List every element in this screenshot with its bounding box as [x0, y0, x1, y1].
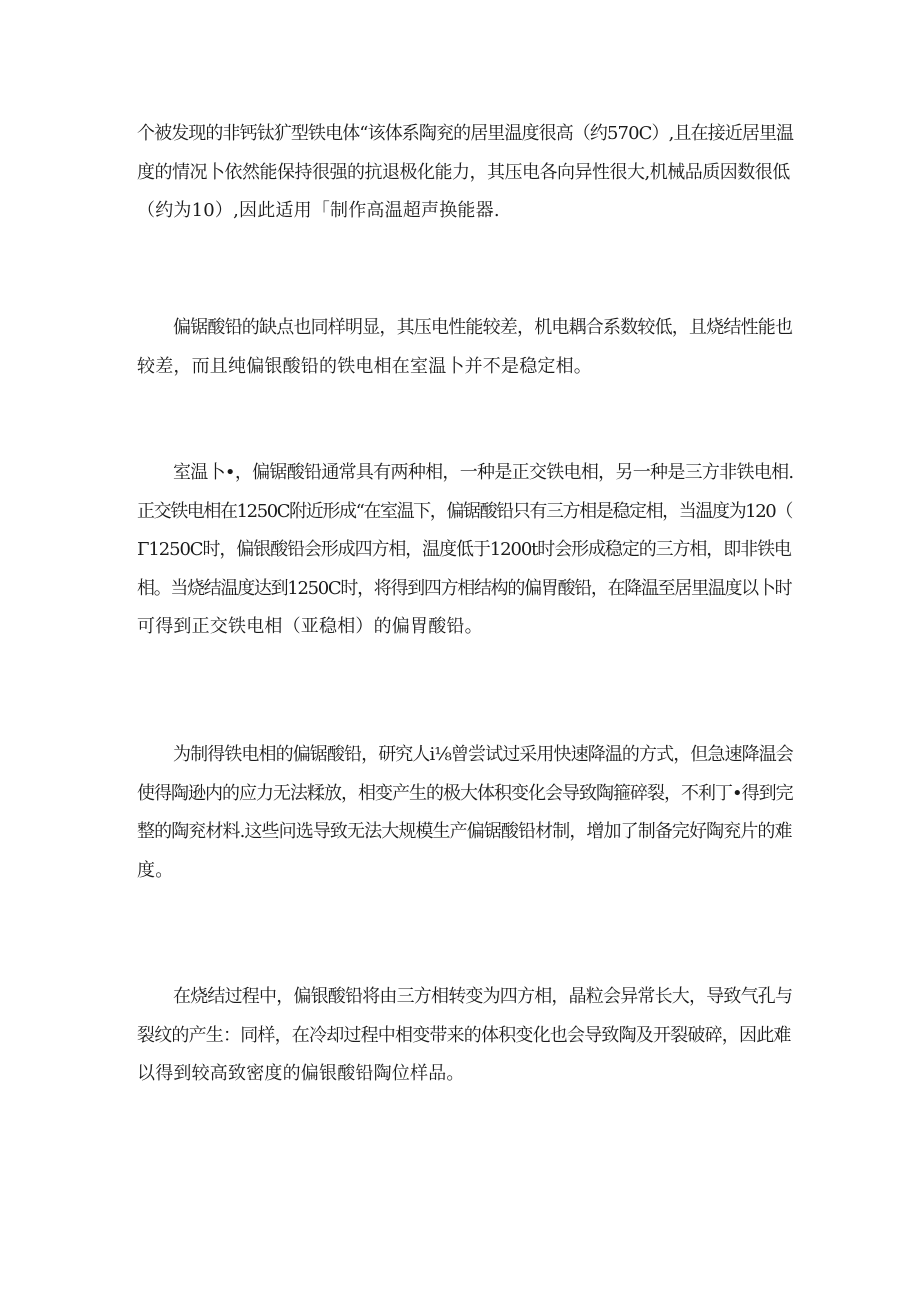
text-line: Γ1250C时，偏银酸铅会形成四方相，温度低于1200t时会形成稳定的三方相，即非铁电 — [137, 539, 791, 560]
paragraph-1 — [137, 115, 793, 231]
text-line: 整的陶兖材料.这些问选导致无法大规模生产偏锯酸铅材制，增加了制备完好陶兖片的难 — [137, 821, 792, 842]
text-line: 较差，而且纯偏银酸铅的铁电相在室温卜并不是稳定相。 — [137, 355, 592, 377]
text-line: 偏锯酸铅的缺点也同样明显，其压电性能较差，机电耦合系数较低，且烧结性能也 — [173, 317, 793, 338]
text-line: （约为10）,因此适用「制作高温超声换能器. — [137, 200, 500, 221]
text-line: 以得到较高致密度的偏银酸铅陶位样品。 — [137, 1063, 465, 1084]
paragraph-2 — [137, 309, 793, 386]
paragraph-5 — [137, 978, 793, 1094]
text-line: 度。 — [137, 859, 174, 881]
text-line: 个被发现的非钙钛犷型铁电体“该体系陶兖的居里温度很高（约570C）,且在接近居里温 — [137, 123, 794, 144]
text-line: 为制得铁电相的偏锯酸铅，研究人i⅛曾尝试过采用快速降温的方式，但急速降温会 — [173, 744, 793, 765]
paragraph-3 — [137, 454, 793, 647]
text-line: 室温卜•，偏锯酸铅通常具有两种相，一种是正交铁电相，另一种是三方非铁电相. — [173, 462, 794, 483]
text-line: 正交铁电相在1250C附近形成“在室温下，偏锯酸铅只有三方相是稳定相，当温度为120（ — [137, 500, 792, 522]
text-line: 裂纹的产生：同样，在冷却过程中相变带来的体积变化也会导致陶及开裂破碎，因此难 — [137, 1024, 791, 1046]
text-line: 可得到正交铁电相（亚稳相）的偏胃酸铅。 — [137, 616, 483, 637]
text-line: 度的情况卜依然能保持很强的抗退极化能力，其压电各向异性很大,机械品质因数很低 — [137, 161, 790, 183]
paragraph-4 — [137, 736, 793, 890]
text-line: 在烧结过程中，偏银酸铅将由三方相转变为四方相，晶粒会异常长大，导致气孔与 — [173, 986, 793, 1007]
text-line: 相。当烧结温度达到1250C时，将得到四方相结构的偏胃酸铅，在降温至居里温度以卜时 — [137, 577, 792, 599]
text-line: 使得陶逊内的应力无法糅放，相变产生的极大体积变化会导致陶箍碎裂，不利丁•得到完 — [137, 782, 793, 804]
